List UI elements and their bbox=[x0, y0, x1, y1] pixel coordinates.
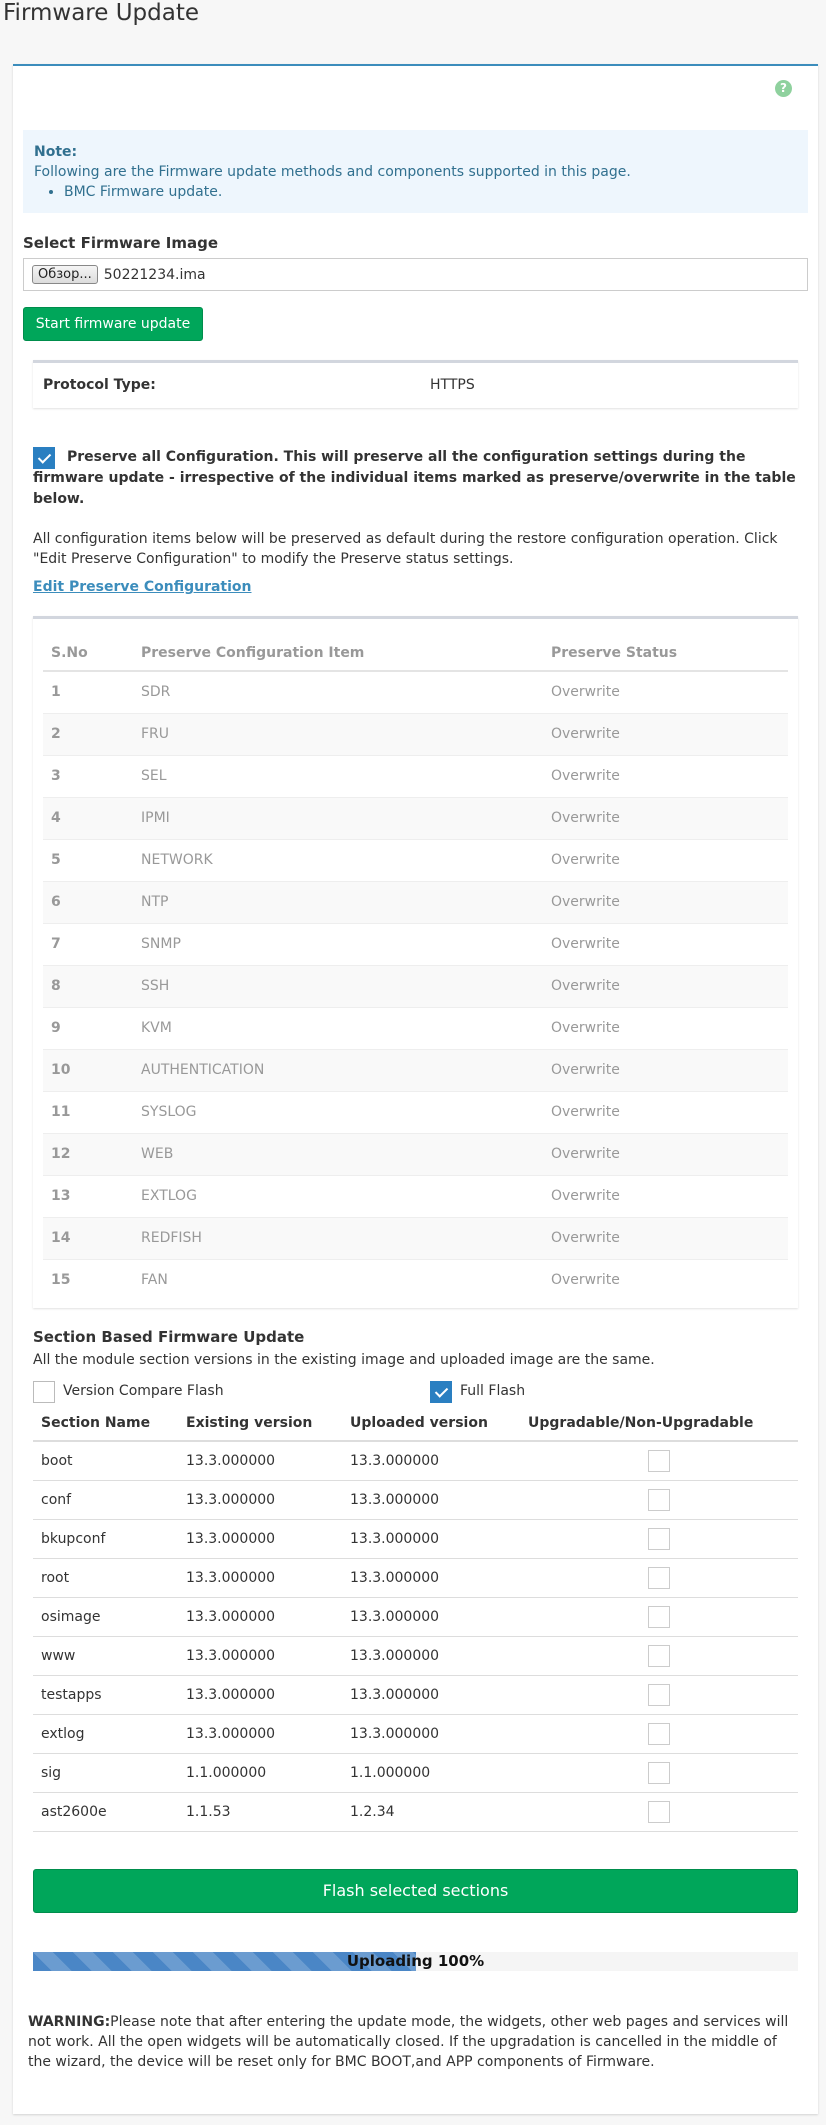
upgradable-cell bbox=[520, 1714, 798, 1753]
row-preserve-status: Overwrite bbox=[543, 755, 788, 797]
upgradable-checkbox[interactable] bbox=[648, 1723, 670, 1745]
protocol-panel bbox=[33, 360, 798, 408]
upgradable-cell bbox=[520, 1753, 798, 1792]
col-upgradable: Upgradable/Non-Upgradable bbox=[520, 1406, 798, 1441]
existing-version: 13.3.000000 bbox=[178, 1441, 342, 1480]
firmware-file-input[interactable] bbox=[23, 258, 808, 291]
col-existing-version: Existing version bbox=[178, 1406, 342, 1441]
row-sno: 3 bbox=[43, 755, 133, 797]
row-config-item: KVM bbox=[133, 1007, 543, 1049]
section-table-header bbox=[33, 1406, 798, 1441]
col-uploaded-version: Uploaded version bbox=[342, 1406, 520, 1441]
preserve-table bbox=[43, 636, 788, 1301]
row-preserve-status: Overwrite bbox=[543, 671, 788, 713]
row-preserve-status: Overwrite bbox=[543, 881, 788, 923]
uploaded-version: 1.1.000000 bbox=[342, 1753, 520, 1792]
section-table bbox=[33, 1406, 798, 1832]
uploaded-version: 13.3.000000 bbox=[342, 1714, 520, 1753]
uploaded-version: 13.3.000000 bbox=[342, 1636, 520, 1675]
row-sno: 7 bbox=[43, 923, 133, 965]
row-config-item: SNMP bbox=[133, 923, 543, 965]
upgradable-cell bbox=[520, 1480, 798, 1519]
uploaded-version: 13.3.000000 bbox=[342, 1597, 520, 1636]
row-config-item: NTP bbox=[133, 881, 543, 923]
col-section-name: Section Name bbox=[33, 1406, 178, 1441]
row-preserve-status: Overwrite bbox=[543, 1175, 788, 1217]
existing-version: 13.3.000000 bbox=[178, 1714, 342, 1753]
upgradable-cell bbox=[520, 1675, 798, 1714]
upgradable-checkbox[interactable] bbox=[648, 1567, 670, 1589]
existing-version: 13.3.000000 bbox=[178, 1480, 342, 1519]
section-name: www bbox=[33, 1636, 178, 1675]
protocol-type-value: HTTPS bbox=[430, 377, 475, 393]
row-config-item: AUTHENTICATION bbox=[133, 1049, 543, 1091]
preserve-table-row bbox=[43, 965, 788, 1007]
col-config-item: Preserve Configuration Item bbox=[133, 636, 543, 671]
upgradable-checkbox[interactable] bbox=[648, 1606, 670, 1628]
row-sno: 15 bbox=[43, 1259, 133, 1301]
upgradable-cell bbox=[520, 1636, 798, 1675]
warning-text bbox=[28, 2012, 803, 2072]
upgradable-checkbox[interactable] bbox=[648, 1528, 670, 1550]
start-firmware-update-button[interactable]: Start firmware update bbox=[23, 307, 203, 341]
uploaded-version: 13.3.000000 bbox=[342, 1441, 520, 1480]
preserve-table-row bbox=[43, 671, 788, 713]
row-sno: 9 bbox=[43, 1007, 133, 1049]
upgradable-checkbox[interactable] bbox=[648, 1684, 670, 1706]
page-title: Firmware Update bbox=[3, 0, 200, 26]
uploaded-version: 13.3.000000 bbox=[342, 1675, 520, 1714]
preserve-table-header bbox=[43, 636, 788, 671]
row-config-item: EXTLOG bbox=[133, 1175, 543, 1217]
upgradable-checkbox[interactable] bbox=[648, 1489, 670, 1511]
section-table-row bbox=[33, 1558, 798, 1597]
uploaded-version: 13.3.000000 bbox=[342, 1480, 520, 1519]
row-config-item: SDR bbox=[133, 671, 543, 713]
row-sno: 11 bbox=[43, 1091, 133, 1133]
row-config-item: WEB bbox=[133, 1133, 543, 1175]
col-preserve-status: Preserve Status bbox=[543, 636, 788, 671]
row-config-item: REDFISH bbox=[133, 1217, 543, 1259]
version-compare-flash-label: Version Compare Flash bbox=[63, 1383, 224, 1399]
row-preserve-status: Overwrite bbox=[543, 1049, 788, 1091]
warning-body: Please note that after entering the update mode, the widgets, other web pages and services will not work. All the open widgets will be automatically closed. If the upgradation is cancelled in the middle of the wizard, the device will be reset only for BMC BOOT,and APP components of Firmware. bbox=[28, 2014, 789, 2070]
existing-version: 13.3.000000 bbox=[178, 1597, 342, 1636]
row-preserve-status: Overwrite bbox=[543, 839, 788, 881]
existing-version: 1.1.53 bbox=[178, 1792, 342, 1831]
note-title: Note: bbox=[34, 144, 78, 160]
preserve-table-row bbox=[43, 1049, 788, 1091]
note-panel bbox=[23, 130, 808, 213]
uploaded-version: 13.3.000000 bbox=[342, 1519, 520, 1558]
row-config-item: SEL bbox=[133, 755, 543, 797]
section-name: ast2600e bbox=[33, 1792, 178, 1831]
upgradable-cell bbox=[520, 1441, 798, 1480]
upload-progress-bar bbox=[33, 1952, 798, 1971]
preserve-table-row bbox=[43, 1259, 788, 1301]
select-image-label: Select Firmware Image bbox=[23, 234, 219, 252]
row-config-item: SSH bbox=[133, 965, 543, 1007]
row-config-item: SYSLOG bbox=[133, 1091, 543, 1133]
existing-version: 1.1.000000 bbox=[178, 1753, 342, 1792]
preserve-table-row bbox=[43, 1175, 788, 1217]
section-name: testapps bbox=[33, 1675, 178, 1714]
upgradable-cell bbox=[520, 1792, 798, 1831]
existing-version: 13.3.000000 bbox=[178, 1519, 342, 1558]
upgradable-cell bbox=[520, 1519, 798, 1558]
section-name: root bbox=[33, 1558, 178, 1597]
section-name: osimage bbox=[33, 1597, 178, 1636]
section-name: conf bbox=[33, 1480, 178, 1519]
preserve-table-row bbox=[43, 755, 788, 797]
selected-file-name: 50221234.ima bbox=[103, 266, 206, 283]
preserve-table-row bbox=[43, 1007, 788, 1049]
section-name: bkupconf bbox=[33, 1519, 178, 1558]
section-name: sig bbox=[33, 1753, 178, 1792]
row-preserve-status: Overwrite bbox=[543, 1091, 788, 1133]
full-flash-checkbox[interactable] bbox=[430, 1381, 452, 1403]
row-preserve-status: Overwrite bbox=[543, 713, 788, 755]
section-table-row bbox=[33, 1675, 798, 1714]
upgradable-checkbox[interactable] bbox=[648, 1450, 670, 1472]
section-update-info: All the module section versions in the existing image and uploaded image are the same. bbox=[33, 1352, 655, 1368]
existing-version: 13.3.000000 bbox=[178, 1558, 342, 1597]
col-sno: S.No bbox=[43, 636, 133, 671]
section-table-row bbox=[33, 1519, 798, 1558]
section-table-row bbox=[33, 1714, 798, 1753]
row-sno: 10 bbox=[43, 1049, 133, 1091]
preserve-table-row bbox=[43, 1091, 788, 1133]
row-sno: 2 bbox=[43, 713, 133, 755]
preserve-table-row bbox=[43, 1133, 788, 1175]
preserve-table-row bbox=[43, 839, 788, 881]
note-item: • BMC Firmware update. bbox=[64, 182, 797, 202]
row-config-item: FRU bbox=[133, 713, 543, 755]
existing-version: 13.3.000000 bbox=[178, 1636, 342, 1675]
row-config-item: IPMI bbox=[133, 797, 543, 839]
row-sno: 8 bbox=[43, 965, 133, 1007]
section-name: extlog bbox=[33, 1714, 178, 1753]
preserve-table-row bbox=[43, 1217, 788, 1259]
upgradable-checkbox[interactable] bbox=[648, 1645, 670, 1667]
note-list bbox=[64, 182, 797, 202]
preserve-all-label: Preserve all Configuration. This will preserve all the configuration settings during the firmware update - irrespective of the individual items marked as preserve/overwrite in the table below. bbox=[33, 449, 796, 507]
section-update-title: Section Based Firmware Update bbox=[33, 1328, 305, 1346]
flash-selected-sections-button[interactable]: Flash selected sections bbox=[33, 1869, 798, 1913]
row-preserve-status: Overwrite bbox=[543, 797, 788, 839]
section-table-row bbox=[33, 1636, 798, 1675]
row-preserve-status: Overwrite bbox=[543, 1259, 788, 1301]
row-sno: 12 bbox=[43, 1133, 133, 1175]
upgradable-checkbox[interactable] bbox=[648, 1801, 670, 1823]
uploaded-version: 1.2.34 bbox=[342, 1792, 520, 1831]
section-table-row bbox=[33, 1792, 798, 1831]
help-icon[interactable]: ? bbox=[775, 80, 792, 97]
warning-label: WARNING: bbox=[28, 2014, 111, 2030]
upgradable-checkbox[interactable] bbox=[648, 1762, 670, 1784]
preserve-table-panel bbox=[33, 616, 798, 1308]
row-preserve-status: Overwrite bbox=[543, 1007, 788, 1049]
browse-button[interactable]: Обзор... bbox=[32, 265, 98, 284]
row-sno: 1 bbox=[43, 671, 133, 713]
progress-label: Uploading 100% bbox=[346, 1952, 485, 1970]
row-preserve-status: Overwrite bbox=[543, 965, 788, 1007]
preserve-table-row bbox=[43, 881, 788, 923]
row-preserve-status: Overwrite bbox=[543, 923, 788, 965]
upgradable-cell bbox=[520, 1597, 798, 1636]
row-sno: 13 bbox=[43, 1175, 133, 1217]
existing-version: 13.3.000000 bbox=[178, 1675, 342, 1714]
row-config-item: NETWORK bbox=[133, 839, 543, 881]
preserve-table-row bbox=[43, 797, 788, 839]
section-table-row bbox=[33, 1597, 798, 1636]
protocol-type-label: Protocol Type: bbox=[43, 377, 156, 393]
row-preserve-status: Overwrite bbox=[543, 1133, 788, 1175]
edit-preserve-configuration-link[interactable]: Edit Preserve Configuration bbox=[33, 579, 252, 595]
upgradable-cell bbox=[520, 1558, 798, 1597]
uploaded-version: 13.3.000000 bbox=[342, 1558, 520, 1597]
section-name: boot bbox=[33, 1441, 178, 1480]
section-table-row bbox=[33, 1441, 798, 1480]
row-sno: 4 bbox=[43, 797, 133, 839]
note-text: Following are the Firmware update methods and components supported in this page. bbox=[34, 164, 631, 180]
row-preserve-status: Overwrite bbox=[543, 1217, 788, 1259]
section-table-row bbox=[33, 1753, 798, 1792]
row-sno: 14 bbox=[43, 1217, 133, 1259]
row-sno: 5 bbox=[43, 839, 133, 881]
preserve-info-text: All configuration items below will be preserved as default during the restore configuration operation. Click "Edit Preserve Configuration" to modify the Preserve status settings. bbox=[33, 531, 778, 567]
row-config-item: FAN bbox=[133, 1259, 543, 1301]
version-compare-flash-checkbox[interactable] bbox=[33, 1381, 55, 1403]
preserve-table-row bbox=[43, 923, 788, 965]
section-table-row bbox=[33, 1480, 798, 1519]
row-sno: 6 bbox=[43, 881, 133, 923]
preserve-table-row bbox=[43, 713, 788, 755]
full-flash-label: Full Flash bbox=[460, 1383, 526, 1399]
